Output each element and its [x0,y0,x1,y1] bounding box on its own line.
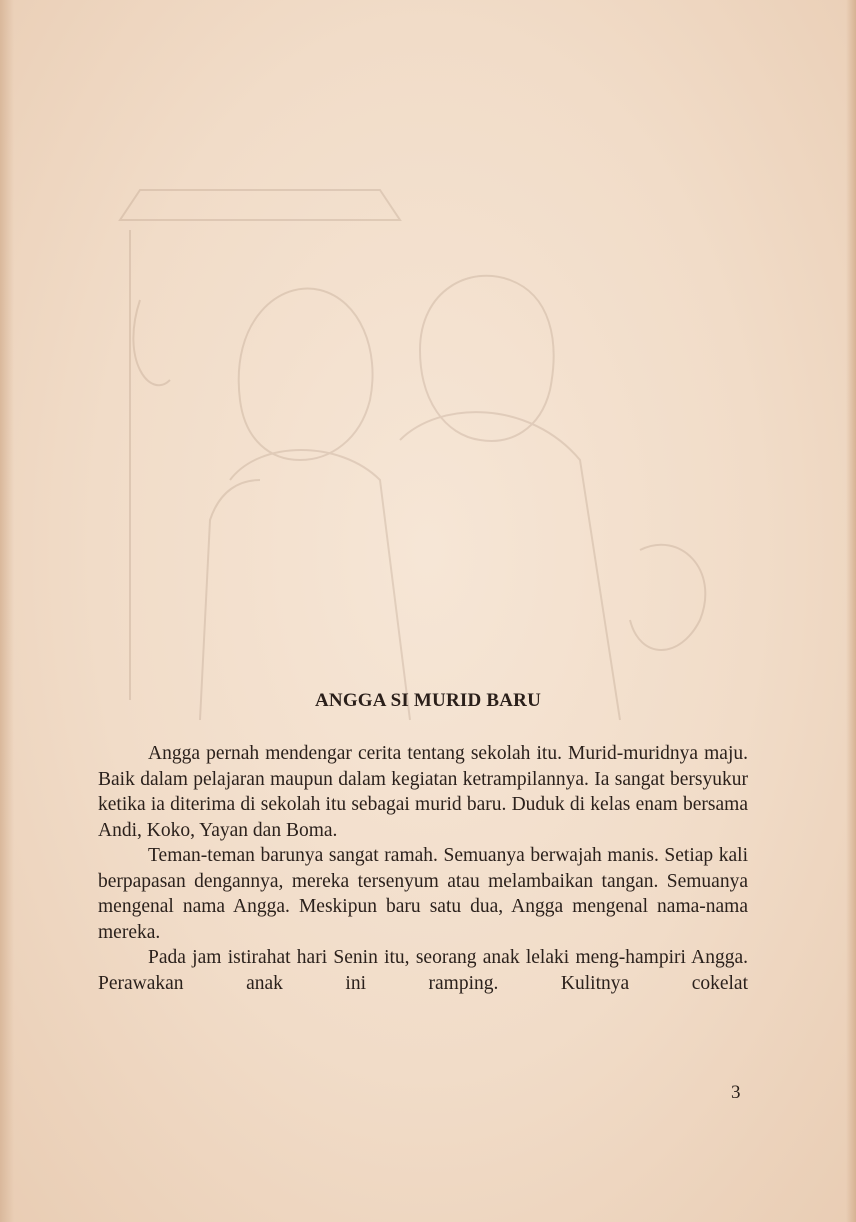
page-edge-shadow-left [0,0,14,1222]
page-number: 3 [731,1082,741,1103]
chapter-body [98,741,748,996]
show-through-illustration [80,100,780,740]
paragraph-1: Angga pernah mendengar cerita tentang sekolah itu. Murid-muridnya maju. Baik dalam pelajaran maupun dalam kegiatan ketrampilannya. Ia sangat bersyukur ketika ia diterima di sekolah itu sebagai murid baru. Duduk di kelas enam bersama Andi, Koko, Yayan dan Boma. [98,743,748,841]
chapter-title: ANGGA SI MURID BARU [314,690,541,711]
paragraph-2: Teman-teman barunya sangat ramah. Semuanya berwajah manis. Setiap kali berpapasan dengannya, mereka tersenyum atau melambaikan tangan. Semuanya mengenal nama Angga. Meskipun baru satu dua, Angga mengenal nama-nama mereka. [98,845,748,943]
page-edge-shadow-right [846,0,856,1222]
paragraph-3: Pada jam istirahat hari Senin itu, seorang anak lelaki meng-hampiri Angga. Perawakan anak ini ramping. Kulitnya cokelat [98,947,748,994]
